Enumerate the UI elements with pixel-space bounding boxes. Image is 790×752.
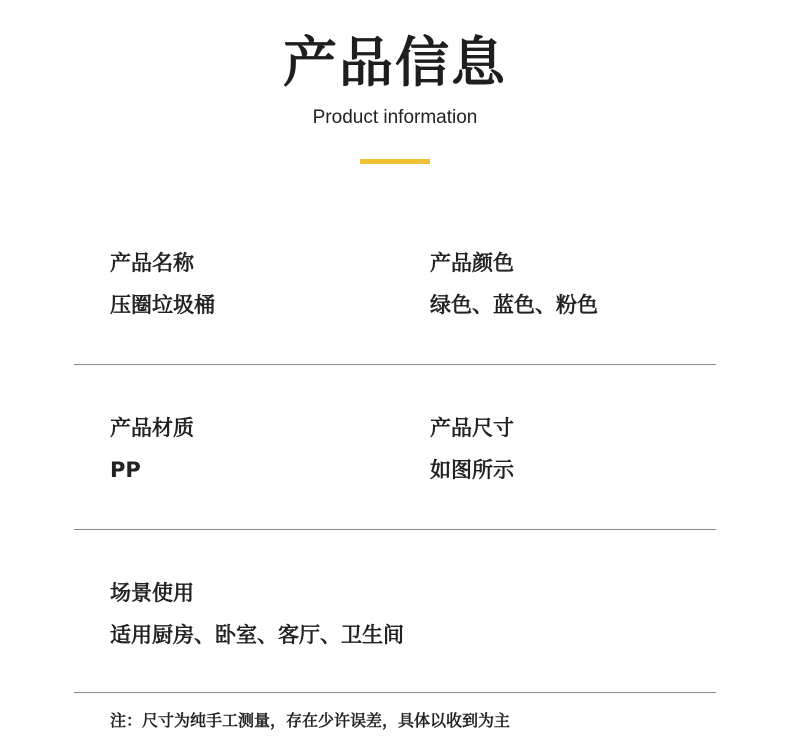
section-divider	[74, 692, 716, 693]
field-value: PP	[110, 458, 141, 482]
field-label: 产品颜色	[430, 251, 514, 275]
title-accent-bar	[360, 159, 430, 164]
section-divider	[74, 529, 716, 530]
field-value: 压圈垃圾桶	[110, 293, 215, 317]
page-subtitle: Product information	[312, 107, 478, 128]
field-value: 绿色、蓝色、粉色	[430, 293, 598, 317]
field-label: 产品名称	[110, 251, 194, 275]
field-usage-scene	[110, 579, 404, 649]
field-value: 适用厨房、卧室、客厅、卫生间	[110, 623, 404, 647]
page-title: 产品信息	[283, 31, 507, 94]
field-value: 如图所示	[430, 458, 514, 482]
field-product-color	[430, 249, 598, 319]
field-label: 场景使用	[110, 581, 194, 605]
field-label: 产品材质	[110, 416, 194, 440]
field-label: 产品尺寸	[430, 416, 514, 440]
field-product-name	[110, 249, 215, 319]
field-product-material	[110, 414, 194, 484]
measurement-note: 注：尺寸为纯手工测量，存在少许误差，具体以收到为主	[110, 711, 511, 730]
field-product-size	[430, 414, 514, 484]
section-divider	[74, 364, 716, 365]
